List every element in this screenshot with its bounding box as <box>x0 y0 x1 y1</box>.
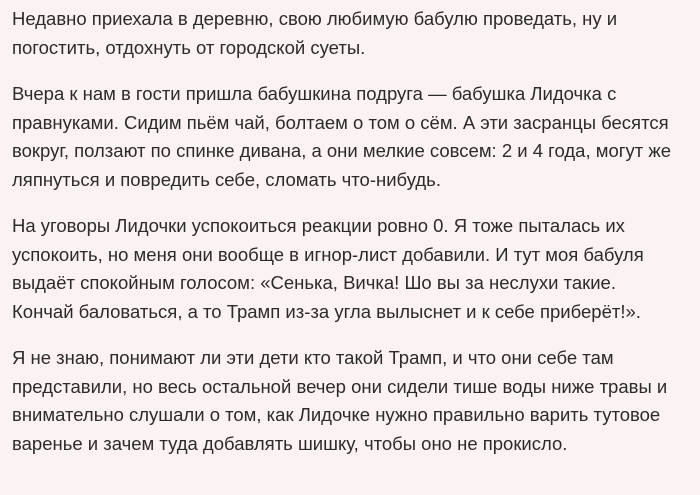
paragraph-4: Я не знаю, понимают ли эти дети кто такой Трамп, и что они себе там представили, но весь остальной вечер они сидели тише воды ниже травы и внимательно слушали о том, как Лидочке нужно правильно варить тутовое варенье и зачем туда добавлять шишку, чтобы оно не прокисло. <box>12 347 668 454</box>
paragraph-2: Вчера к нам в гости пришла бабушкина подруга — бабушка Лидочка с правнуками. Сидим пьём чай, болтаем о том о сём. А эти засранцы бесятся вокруг, ползают по спинке дивана, а они мелкие совсем: 2 и 4 года, могут же ляпнуться и повредить себе, сломать что-нибудь. <box>12 83 672 190</box>
paragraph-1: Недавно приехала в деревню, свою любимую бабулю проведать, ну и погостить, отдохнуть от городской суеты. <box>12 8 618 58</box>
paragraph-3: На уговоры Лидочки успокоиться реакции ровно 0. Я тоже пыталась их успокоить, но меня они вообще в игнор-лист добавили. И тут моя бабуля выдаёт спокойным голосом: «Сенька, Вичка! Шо вы за неслухи такие. Кончай баловаться, а то Трамп из-за угла вылыснет и к себе приберёт!». <box>12 215 644 322</box>
